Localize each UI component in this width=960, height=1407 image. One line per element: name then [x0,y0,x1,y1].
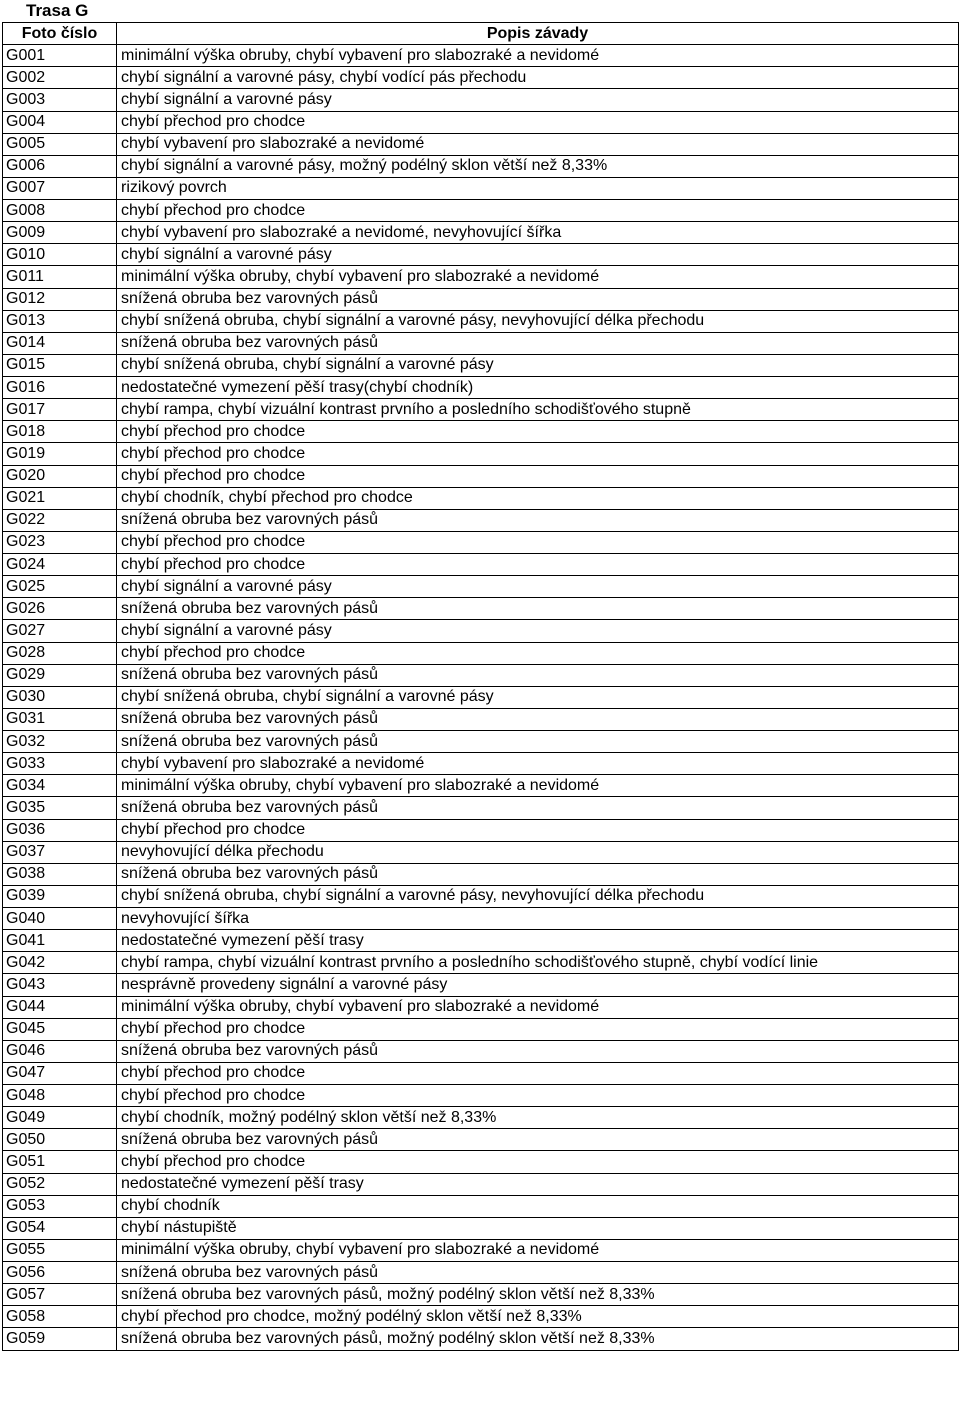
table-row [3,487,959,509]
photo-number-cell: G036 [3,819,117,841]
defect-description-cell: chybí přechod pro chodce, možný podélný sklon větší než 8,33% [117,1306,959,1328]
defect-description-cell: chybí snížená obruba, chybí signální a varovné pásy [117,686,959,708]
table-row [3,465,959,487]
photo-number-cell: G027 [3,620,117,642]
defect-description-cell: chybí signální a varovné pásy [117,620,959,642]
defect-description-cell: chybí signální a varovné pásy [117,576,959,598]
photo-number-cell: G049 [3,1107,117,1129]
photo-number-cell: G031 [3,708,117,730]
table-body [3,45,959,1350]
photo-number-cell: G051 [3,1151,117,1173]
photo-number-cell: G026 [3,598,117,620]
defect-description-cell: snížená obruba bez varovných pásů [117,598,959,620]
defect-description-cell: snížená obruba bez varovných pásů, možný podélný sklon větší než 8,33% [117,1328,959,1350]
photo-number-cell: G030 [3,686,117,708]
table-row [3,819,959,841]
photo-number-cell: G018 [3,421,117,443]
table-row [3,554,959,576]
table-row [3,664,959,686]
defects-table [2,22,959,1351]
photo-number-cell: G042 [3,952,117,974]
table-row [3,708,959,730]
defect-description-cell: snížená obruba bez varovných pásů [117,509,959,531]
photo-number-cell: G054 [3,1217,117,1239]
photo-number-cell: G013 [3,310,117,332]
photo-number-cell: G047 [3,1062,117,1084]
photo-number-cell: G046 [3,1040,117,1062]
defect-description-cell: chybí signální a varovné pásy, chybí vodící pás přechodu [117,67,959,89]
table-row [3,509,959,531]
table-row [3,1328,959,1350]
table-row [3,288,959,310]
table-row [3,1262,959,1284]
defect-description-cell: minimální výška obruby, chybí vybavení pro slabozraké a nevidomé [117,775,959,797]
photo-number-cell: G056 [3,1262,117,1284]
header-row [3,23,959,45]
defect-description-cell: chybí přechod pro chodce [117,200,959,222]
defect-description-cell: chybí chodník [117,1195,959,1217]
table-row [3,974,959,996]
table-row [3,908,959,930]
defect-description-cell: minimální výška obruby, chybí vybavení pro slabozraké a nevidomé [117,266,959,288]
table-row [3,354,959,376]
table-header [3,23,959,45]
photo-number-cell: G034 [3,775,117,797]
photo-number-cell: G058 [3,1306,117,1328]
table-row [3,377,959,399]
photo-number-cell: G016 [3,377,117,399]
photo-number-cell: G011 [3,266,117,288]
defect-description-cell: nedostatečné vymezení pěší trasy(chybí chodník) [117,377,959,399]
defect-description-cell: snížená obruba bez varovných pásů [117,288,959,310]
photo-number-cell: G008 [3,200,117,222]
table-row [3,996,959,1018]
defect-description-cell: chybí chodník, možný podélný sklon větší než 8,33% [117,1107,959,1129]
table-row [3,244,959,266]
column-header-photo-number: Foto číslo [3,23,117,45]
photo-number-cell: G007 [3,177,117,199]
photo-number-cell: G043 [3,974,117,996]
table-row [3,310,959,332]
photo-number-cell: G002 [3,67,117,89]
photo-number-cell: G015 [3,354,117,376]
defect-description-cell: chybí snížená obruba, chybí signální a varovné pásy, nevyhovující délka přechodu [117,310,959,332]
photo-number-cell: G005 [3,133,117,155]
defect-description-cell: chybí přechod pro chodce [117,554,959,576]
defect-description-cell: chybí přechod pro chodce [117,1062,959,1084]
defect-description-cell: nevyhovující délka přechodu [117,841,959,863]
defect-description-cell: snížená obruba bez varovných pásů [117,863,959,885]
defect-description-cell: chybí signální a varovné pásy [117,89,959,111]
defect-description-cell: snížená obruba bez varovných pásů, možný podélný sklon větší než 8,33% [117,1284,959,1306]
photo-number-cell: G022 [3,509,117,531]
photo-number-cell: G032 [3,731,117,753]
defect-description-cell: chybí vybavení pro slabozraké a nevidomé [117,133,959,155]
defect-description-cell: chybí přechod pro chodce [117,421,959,443]
defect-description-cell: snížená obruba bez varovných pásů [117,1262,959,1284]
defect-description-cell: rizikový povrch [117,177,959,199]
photo-number-cell: G009 [3,222,117,244]
table-row [3,266,959,288]
photo-number-cell: G035 [3,797,117,819]
photo-number-cell: G025 [3,576,117,598]
table-row [3,930,959,952]
table-row [3,1018,959,1040]
defect-description-cell: chybí přechod pro chodce [117,1018,959,1040]
table-row [3,399,959,421]
table-row [3,952,959,974]
defect-description-cell: snížená obruba bez varovných pásů [117,1040,959,1062]
table-row [3,443,959,465]
table-row [3,1239,959,1261]
table-row [3,45,959,67]
table-row [3,1107,959,1129]
photo-number-cell: G037 [3,841,117,863]
table-row [3,1217,959,1239]
defect-description-cell: chybí nástupiště [117,1217,959,1239]
table-row [3,1284,959,1306]
photo-number-cell: G052 [3,1173,117,1195]
table-row [3,155,959,177]
defect-description-cell: chybí přechod pro chodce [117,465,959,487]
photo-number-cell: G050 [3,1129,117,1151]
photo-number-cell: G040 [3,908,117,930]
defect-description-cell: chybí signální a varovné pásy, možný podélný sklon větší než 8,33% [117,155,959,177]
table-row [3,200,959,222]
defect-description-cell: chybí přechod pro chodce [117,111,959,133]
photo-number-cell: G023 [3,531,117,553]
table-row [3,531,959,553]
defect-description-cell: snížená obruba bez varovných pásů [117,1129,959,1151]
photo-number-cell: G006 [3,155,117,177]
photo-number-cell: G010 [3,244,117,266]
table-row [3,177,959,199]
defect-description-cell: snížená obruba bez varovných pásů [117,797,959,819]
defect-description-cell: chybí přechod pro chodce [117,819,959,841]
table-row [3,1085,959,1107]
defect-description-cell: chybí rampa, chybí vizuální kontrast prvního a posledního schodišťového stupně [117,399,959,421]
defect-description-cell: chybí přechod pro chodce [117,1151,959,1173]
photo-number-cell: G053 [3,1195,117,1217]
photo-number-cell: G012 [3,288,117,310]
defect-description-cell: chybí přechod pro chodce [117,531,959,553]
photo-number-cell: G003 [3,89,117,111]
defect-description-cell: chybí chodník, chybí přechod pro chodce [117,487,959,509]
photo-number-cell: G045 [3,1018,117,1040]
photo-number-cell: G044 [3,996,117,1018]
table-row [3,753,959,775]
photo-number-cell: G028 [3,642,117,664]
defect-description-cell: snížená obruba bez varovných pásů [117,332,959,354]
table-row [3,1306,959,1328]
photo-number-cell: G041 [3,930,117,952]
defect-description-cell: nedostatečné vymezení pěší trasy [117,1173,959,1195]
photo-number-cell: G029 [3,664,117,686]
table-row [3,731,959,753]
table-row [3,841,959,863]
photo-number-cell: G021 [3,487,117,509]
photo-number-cell: G048 [3,1085,117,1107]
defect-description-cell: chybí rampa, chybí vizuální kontrast prvního a posledního schodišťového stupně, chybí vodící linie [117,952,959,974]
photo-number-cell: G033 [3,753,117,775]
defect-description-cell: chybí vybavení pro slabozraké a nevidomé, nevyhovující šířka [117,222,959,244]
defect-description-cell: snížená obruba bez varovných pásů [117,708,959,730]
defect-description-cell: chybí signální a varovné pásy [117,244,959,266]
table-row [3,1151,959,1173]
photo-number-cell: G038 [3,863,117,885]
photo-number-cell: G059 [3,1328,117,1350]
photo-number-cell: G001 [3,45,117,67]
table-row [3,421,959,443]
defect-description-cell: snížená obruba bez varovných pásů [117,731,959,753]
table-row [3,133,959,155]
table-row [3,775,959,797]
table-row [3,642,959,664]
table-row [3,1062,959,1084]
table-row [3,111,959,133]
sheet-title: Trasa G [26,1,89,20]
table-row [3,863,959,885]
defect-description-cell: nevyhovující šířka [117,908,959,930]
table-row [3,598,959,620]
column-header-defect-description: Popis závady [117,23,959,45]
defect-description-cell: minimální výška obruby, chybí vybavení pro slabozraké a nevidomé [117,1239,959,1261]
defect-description-cell: chybí přechod pro chodce [117,642,959,664]
table-row [3,1173,959,1195]
defect-description-cell: chybí přechod pro chodce [117,443,959,465]
defect-description-cell: nesprávně provedeny signální a varovné pásy [117,974,959,996]
defect-description-cell: snížená obruba bez varovných pásů [117,664,959,686]
photo-number-cell: G019 [3,443,117,465]
table-row [3,332,959,354]
photo-number-cell: G039 [3,885,117,907]
table-row [3,67,959,89]
table-row [3,222,959,244]
table-row [3,1195,959,1217]
defect-description-cell: chybí snížená obruba, chybí signální a varovné pásy [117,354,959,376]
table-row [3,885,959,907]
defect-description-cell: minimální výška obruby, chybí vybavení pro slabozraké a nevidomé [117,45,959,67]
table-row [3,797,959,819]
table-row [3,89,959,111]
defect-description-cell: nedostatečné vymezení pěší trasy [117,930,959,952]
photo-number-cell: G014 [3,332,117,354]
defect-description-cell: chybí vybavení pro slabozraké a nevidomé [117,753,959,775]
photo-number-cell: G024 [3,554,117,576]
table-row [3,576,959,598]
defect-description-cell: minimální výška obruby, chybí vybavení pro slabozraké a nevidomé [117,996,959,1018]
table-row [3,1040,959,1062]
photo-number-cell: G057 [3,1284,117,1306]
defect-description-cell: chybí přechod pro chodce [117,1085,959,1107]
photo-number-cell: G020 [3,465,117,487]
table-row [3,1129,959,1151]
table-row [3,620,959,642]
photo-number-cell: G017 [3,399,117,421]
defect-description-cell: chybí snížená obruba, chybí signální a varovné pásy, nevyhovující délka přechodu [117,885,959,907]
table-row [3,686,959,708]
photo-number-cell: G004 [3,111,117,133]
photo-number-cell: G055 [3,1239,117,1261]
